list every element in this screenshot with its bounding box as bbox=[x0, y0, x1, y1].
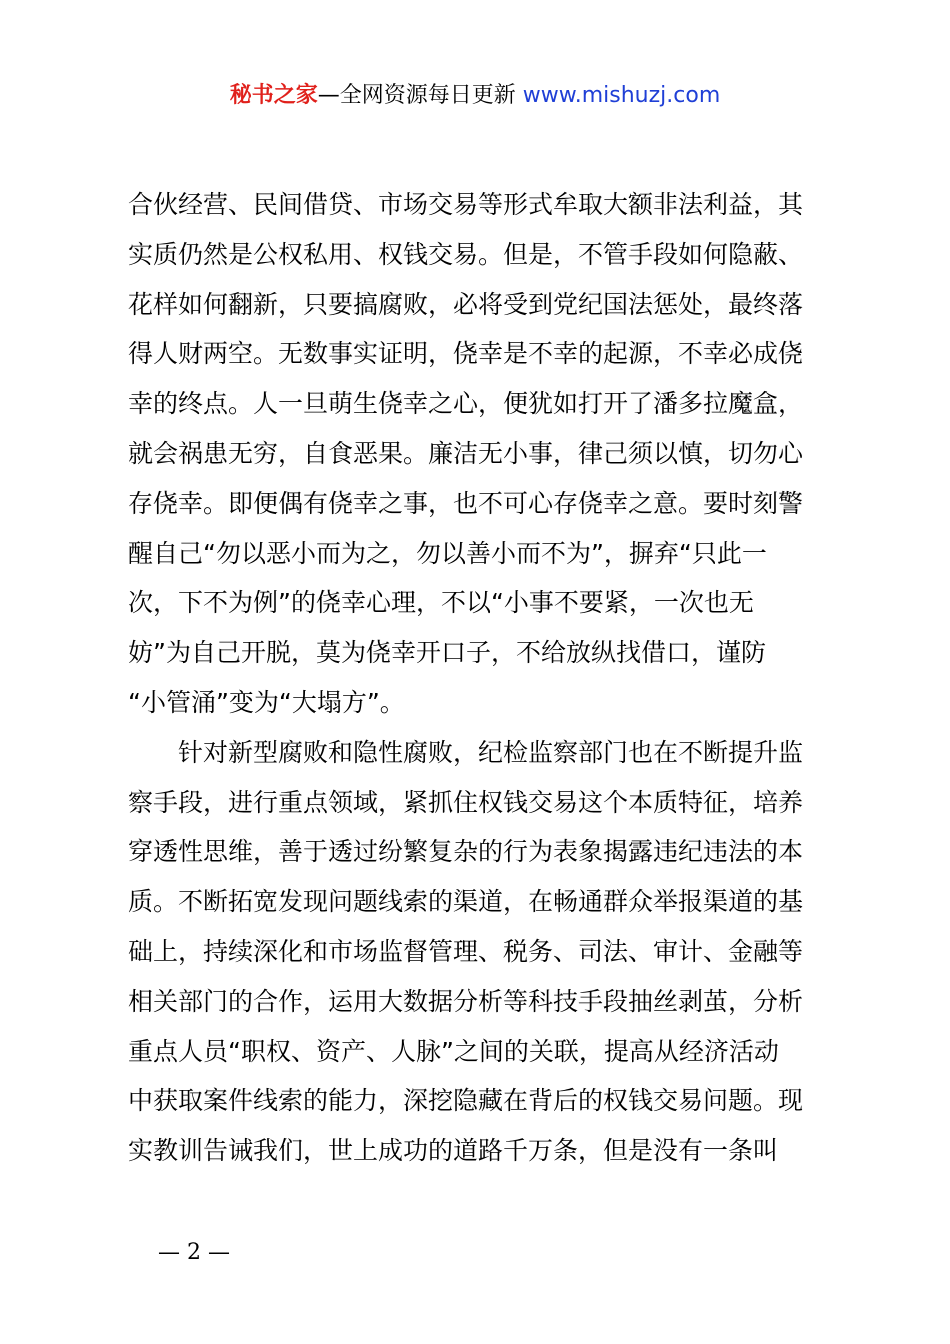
text-line: 妨”为自己开脱，莫为侥幸开口子，不给放纵找借口，谨防 bbox=[128, 638, 766, 668]
text-line: 合伙经营、民间借贷、市场交易等形式牟取大额非法利益，其 bbox=[128, 190, 804, 219]
text-line: 针对新型腐败和隐性腐败，纪检监察部门也在不断提升监 bbox=[128, 737, 804, 767]
text-line: 得人财两空。无数事实证明，侥幸是不幸的起源，不幸必成侥 bbox=[128, 339, 804, 369]
site-url-link[interactable]: www.mishuzj.com bbox=[522, 83, 721, 108]
text-line: 醒自己“勿以恶小而为之，勿以善小而不为”，摒弃“只此一 bbox=[128, 538, 767, 568]
site-tagline: —全网资源每日更新 bbox=[317, 83, 523, 108]
text-line: “小管涌”变为“大塌方”。 bbox=[128, 687, 405, 717]
text-line: 就会祸患无穷，自食恶果。廉洁无小事，律己须以慎，切勿心 bbox=[128, 438, 804, 468]
text-line: 存侥幸。即便偶有侥幸之事，也不可心存侥幸之意。要时刻警 bbox=[128, 488, 804, 518]
text-line: 质。不断拓宽发现问题线索的渠道，在畅通群众举报渠道的基 bbox=[128, 887, 804, 917]
document-body bbox=[128, 180, 840, 1176]
text-line: 穿透性思维，善于透过纷繁复杂的行为表象揭露违纪违法的本 bbox=[128, 837, 804, 867]
text-line: 次，下不为例”的侥幸心理，不以“小事不要紧，一次也无 bbox=[128, 588, 754, 618]
page-number: — 2 — bbox=[158, 1240, 230, 1265]
text-line: 花样如何翻新，只要搞腐败，必将受到党纪国法惩处，最终落 bbox=[128, 289, 804, 319]
text-line: 相关部门的合作，运用大数据分析等科技手段抽丝剥茧，分析 bbox=[128, 986, 804, 1016]
text-line: 察手段，进行重点领域，紧抓住权钱交易这个本质特征，培养 bbox=[128, 787, 804, 817]
text-line: 幸的终点。人一旦萌生侥幸之心，便犹如打开了潘多拉魔盒， bbox=[128, 389, 804, 419]
site-brand: 秘书之家 bbox=[229, 83, 318, 108]
text-line: 中获取案件线索的能力，深挖隐藏在背后的权钱交易问题。现 bbox=[128, 1086, 804, 1116]
text-line: 重点人员“职权、资产、人脉”之间的关联，提高从经济活动 bbox=[128, 1036, 779, 1066]
text-line: 实质仍然是公权私用、权钱交易。但是，不管手段如何隐蔽、 bbox=[128, 239, 804, 269]
text-line: 础上，持续深化和市场监督管理、税务、司法、审计、金融等 bbox=[128, 936, 804, 966]
site-header bbox=[0, 78, 950, 114]
text-line: 实教训告诫我们，世上成功的道路千万条，但是没有一条叫 bbox=[128, 1136, 779, 1166]
